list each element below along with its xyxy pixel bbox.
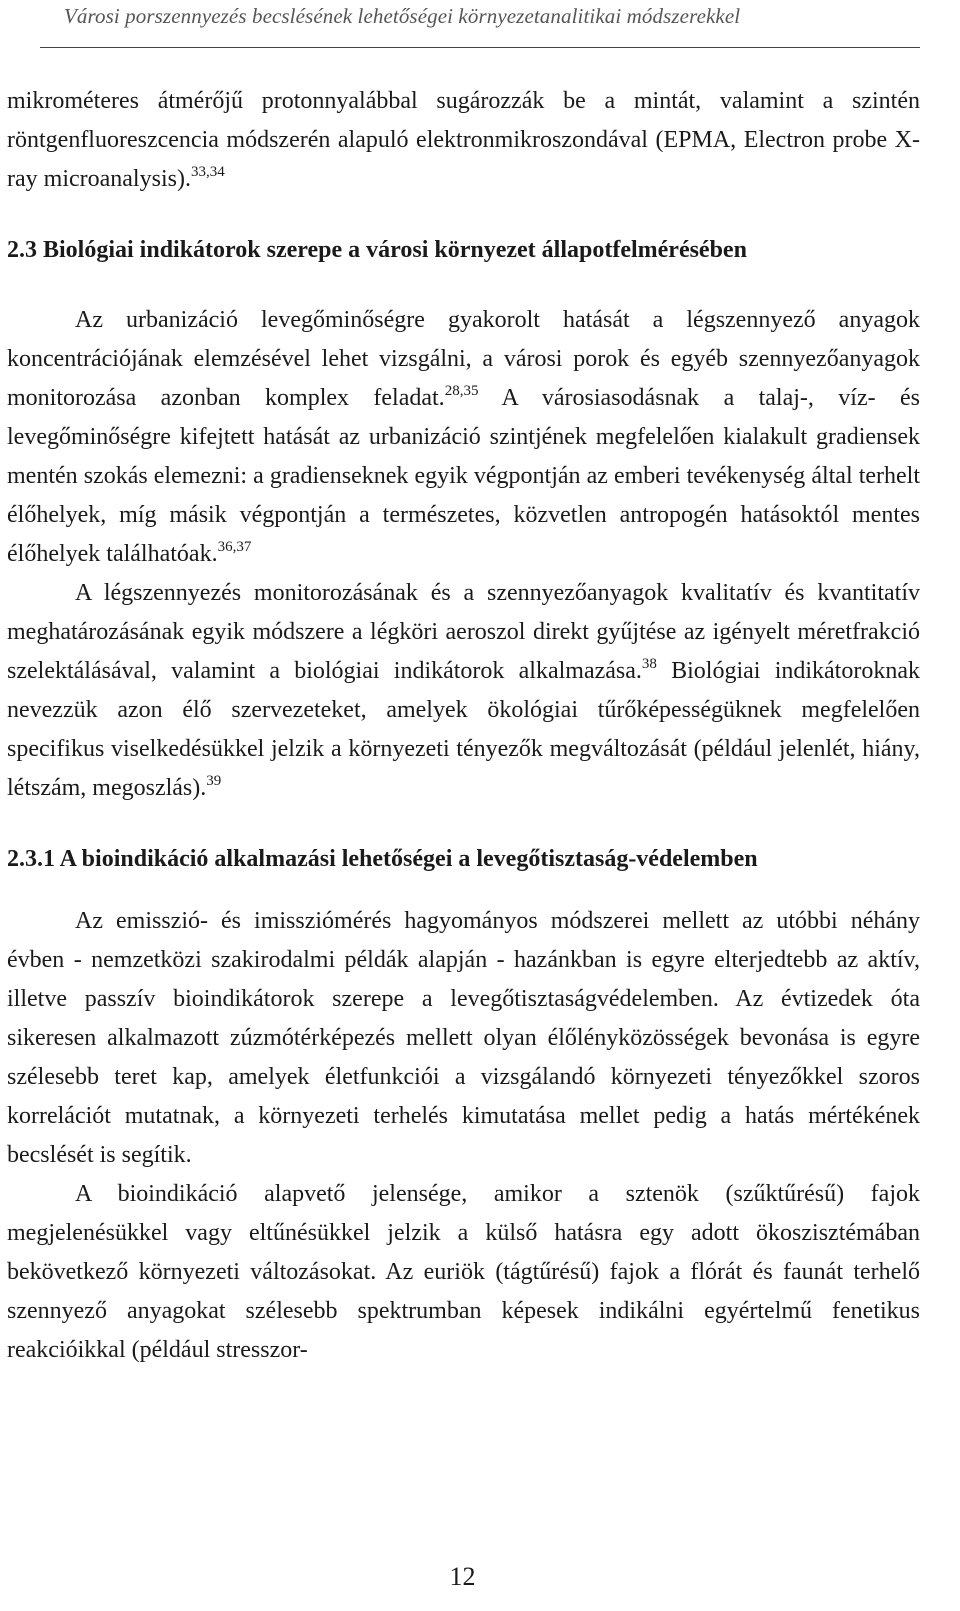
paragraph-text: A városiasodásnak a talaj-, víz- és levegőminőségre kifejtett hatását az urbanizáció szintjének megfelelően kialakult gradiensek mentén szokás elemezni: a gradienseknek egyik végpontján az emberi tevékenység által terhelt élőhelyek, míg másik végpontján a természetes, közvetlen antropogén hatásoktól mentes élőhelyek találhatóak. bbox=[7, 385, 920, 567]
body-content bbox=[7, 82, 920, 1370]
header-title: Városi porszennyezés becslésének lehetőségei környezetanalitikai módszerekkel bbox=[64, 4, 741, 28]
citation-ref: 33,34 bbox=[190, 164, 225, 180]
citation-ref: 28,35 bbox=[444, 383, 479, 399]
running-header bbox=[40, 0, 920, 48]
paragraph-text: A légszennyezés monitorozásának és a szennyezőanyagok kvalitatív és kvantitatív meghatározásának egyik módszere a légköri aeroszol direkt gyűjtése az igényelt méretfrakció szelektálásával, valamint a biológiai indikátorok alkalmazása. bbox=[7, 580, 920, 684]
paragraph: Az emisszió- és imissziómérés hagyományos módszerei mellett az utóbbi néhány évben - nemzetközi szakirodalmi példák alapján - hazánkban is egyre elterjedtebb az aktív, illetve passzív bioindikátorok szerepe a levegőtisztaságvédelemben. Az évtizedek óta sikeresen alkalmazott zúzmótérképezés mellett olyan élőlényközösségek bevonása is egyre szélesebb teret kap, amelyek életfunkciói a vizsgálandó környezeti tényezőkkel szoros korrelációt mutatnak, a környezeti terhelés kimutatása mellet pedig a hatás mértékének becslését is segítik. bbox=[7, 908, 920, 1168]
paragraph: A bioindikáció alapvető jelensége, amikor a sztenök (szűktűrésű) fajok megjelenésükkel vagy eltűnésükkel jelzik a külső hatásra egy adott ökoszisztémában bekövetkező környezeti változásokat. Az euriök (tágtűrésű) fajok a flórát és faunát terhelő szennyező anyagokat szélesebb spektrumban képesek indikálni egyértelmű fenetikus reakcióikkal (például stresszor- bbox=[7, 1181, 920, 1363]
paragraph-text: mikrométeres átmérőjű protonnyalábbal sugározzák be a mintát, valamint a szintén röntgenfluoreszcencia módszerén alapuló elektronmikroszondával (EPMA, Electron probe X-ray microanalysis). bbox=[7, 88, 920, 192]
paragraph-text: Az urbanizáció levegőminőségre gyakorolt hatását a légszennyező anyagok koncentrációjának elemzésével lehet vizsgálni, a városi porok és egyéb szennyezőanyagok monitorozása azonban komplex feladat. bbox=[7, 307, 920, 411]
paragraph bbox=[7, 301, 920, 574]
section-heading-2-3: 2.3 Biológiai indikátorok szerepe a városi környezet állapotfelmérésében bbox=[7, 237, 747, 263]
header-rule bbox=[40, 47, 920, 48]
section-heading-2-3-1: 2.3.1 A bioindikáció alkalmazási lehetőségei a levegőtisztaság-védelemben bbox=[7, 846, 758, 872]
paragraph-continuation bbox=[7, 82, 920, 199]
page-number: 12 bbox=[449, 1562, 476, 1591]
paragraph-text: Biológiai indikátoroknak nevezzük azon élő szervezeteket, amelyek ökológiai tűrőképességüknek megfelelően specifikus viselkedésükkel jelzik a környezeti tényezők megváltozását (például jelenlét, hiány, létszám, megoszlás). bbox=[7, 658, 920, 801]
citation-ref: 38 bbox=[641, 656, 657, 672]
citation-ref: 36,37 bbox=[217, 539, 252, 555]
citation-ref: 39 bbox=[206, 773, 222, 789]
paragraph bbox=[7, 574, 920, 808]
